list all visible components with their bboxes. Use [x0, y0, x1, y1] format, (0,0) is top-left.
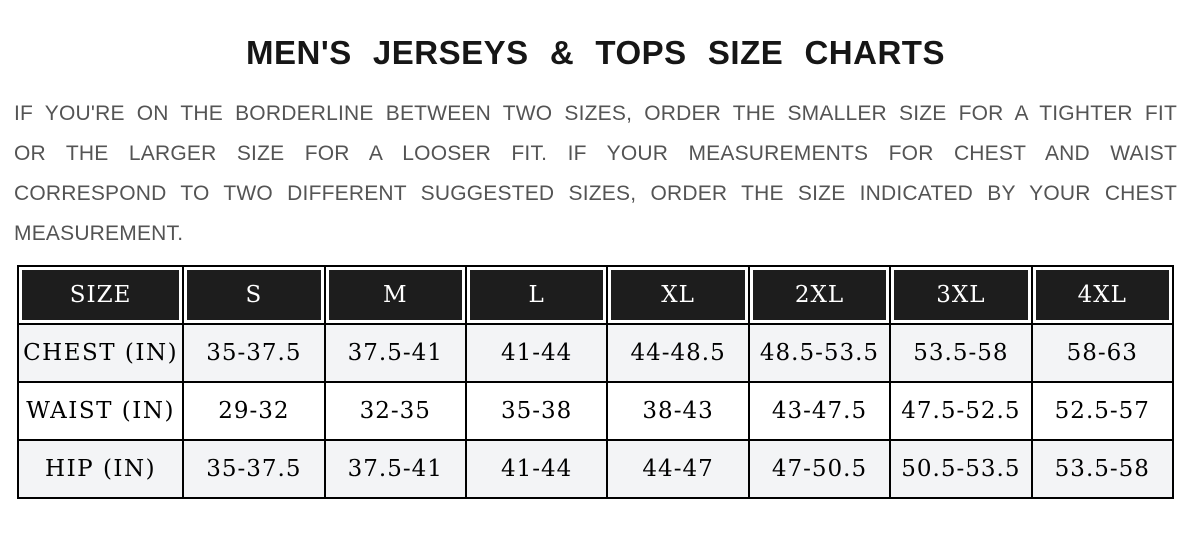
page-title: MEN'S JERSEYS & TOPS SIZE CHARTS	[246, 34, 945, 71]
measurement-cell: 53.5-58	[1032, 440, 1173, 498]
measurement-cell: 35-37.5	[183, 440, 324, 498]
measurement-cell: 41-44	[466, 324, 607, 382]
column-header-4xl: 4XL	[1032, 266, 1173, 324]
size-table-header-row	[18, 266, 1173, 324]
measurement-cell: 47-50.5	[749, 440, 890, 498]
measurement-cell: 37.5-41	[325, 324, 466, 382]
measurement-cell: 32-35	[325, 382, 466, 440]
intro-paragraph: IF YOU'RE ON THE BORDERLINE BETWEEN TWO SIZES, ORDER THE SMALLER SIZE FOR A TIGHTER FIT OR THE LARGER SIZE FOR A LOOSER FIT. IF YOUR MEASUREMENTS FOR CHEST AND WAIST CORRESPOND TO TWO DIFFERENT SUGGESTED SIZES, ORDER THE SIZE INDICATED BY YOUR CHEST MEASUREMENT.	[14, 102, 1177, 245]
measurement-cell: 44-48.5	[607, 324, 748, 382]
table-row-hip-in	[18, 440, 1173, 498]
table-row-chest-in	[18, 324, 1173, 382]
measurement-cell: 50.5-53.5	[890, 440, 1031, 498]
column-header-3xl: 3XL	[890, 266, 1031, 324]
measurement-cell: 38-43	[607, 382, 748, 440]
row-label: CHEST (IN)	[18, 324, 183, 382]
row-label: WAIST (IN)	[18, 382, 183, 440]
column-header-xl: XL	[607, 266, 748, 324]
row-label: HIP (IN)	[18, 440, 183, 498]
size-table-body	[18, 324, 1173, 498]
measurement-cell: 35-38	[466, 382, 607, 440]
measurement-cell: 35-37.5	[183, 324, 324, 382]
measurement-cell: 43-47.5	[749, 382, 890, 440]
column-header-size: SIZE	[18, 266, 183, 324]
measurement-cell: 41-44	[466, 440, 607, 498]
measurement-cell: 52.5-57	[1032, 382, 1173, 440]
measurement-cell: 47.5-52.5	[890, 382, 1031, 440]
size-table	[17, 265, 1174, 499]
size-chart-page	[0, 34, 1191, 499]
column-header-l: L	[466, 266, 607, 324]
table-row-waist-in	[18, 382, 1173, 440]
measurement-cell: 29-32	[183, 382, 324, 440]
column-header-s: S	[183, 266, 324, 324]
measurement-cell: 53.5-58	[890, 324, 1031, 382]
measurement-cell: 37.5-41	[325, 440, 466, 498]
measurement-cell: 48.5-53.5	[749, 324, 890, 382]
column-header-2xl: 2XL	[749, 266, 890, 324]
measurement-cell: 58-63	[1032, 324, 1173, 382]
column-header-m: M	[325, 266, 466, 324]
measurement-cell: 44-47	[607, 440, 748, 498]
